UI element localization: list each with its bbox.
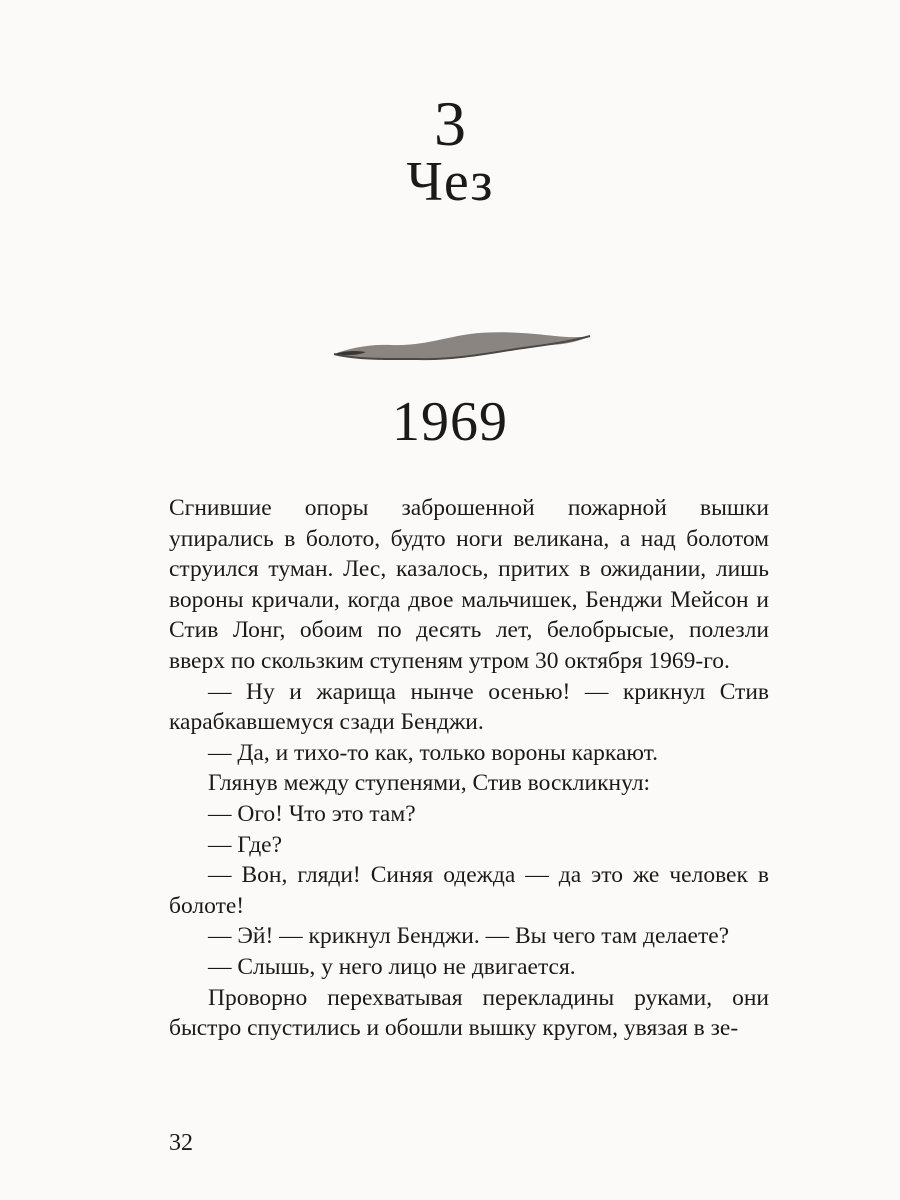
brush-stroke-shape xyxy=(334,332,590,359)
section-year: 1969 xyxy=(392,391,508,453)
brush-stroke-icon xyxy=(330,322,592,370)
page-number: 32 xyxy=(169,1130,193,1156)
paragraph: — Где? xyxy=(208,831,283,858)
paragraph: Проворно перехватывая перекладины руками, они быстро спустились и обошли вышку кругом, увязая в зе- xyxy=(169,984,769,1042)
chapter-number: 3 xyxy=(434,88,466,159)
body-text xyxy=(169,493,769,1044)
paragraph: Сгнившие опоры заброшенной пожарной вышки упирались в болото, будто ноги великана, а над болотом струился туман. Лес, казалось, притих в ожидании, лишь вороны кричали, когда двое мальчишек, Бенджи Мейсон и Стив Лонг, обоим по десять лет, белобрысые, полезли вверх по скользким ступеням утром 30 октября 1969-го. xyxy=(169,495,769,674)
paragraph: — Слышь, у него лицо не двигается. xyxy=(208,953,576,980)
paragraph: — Да, и тихо-то как, только вороны каркают. xyxy=(208,739,659,766)
paragraph: — Ну и жарища нынче осенью! — крикнул Стив карабкавшемуся сзади Бенджи. xyxy=(169,678,769,736)
paragraph: — Эй! — крикнул Бенджи. — Вы чего там делаете? xyxy=(208,923,730,950)
chapter-title: Чез xyxy=(406,151,494,213)
paragraph: — Ого! Что это там? xyxy=(208,800,416,827)
paragraph: Глянув между ступенями, Стив воскликнул: xyxy=(208,770,651,797)
paragraph: — Вон, гляди! Синяя одежда — да это же человек в болоте! xyxy=(169,862,769,919)
